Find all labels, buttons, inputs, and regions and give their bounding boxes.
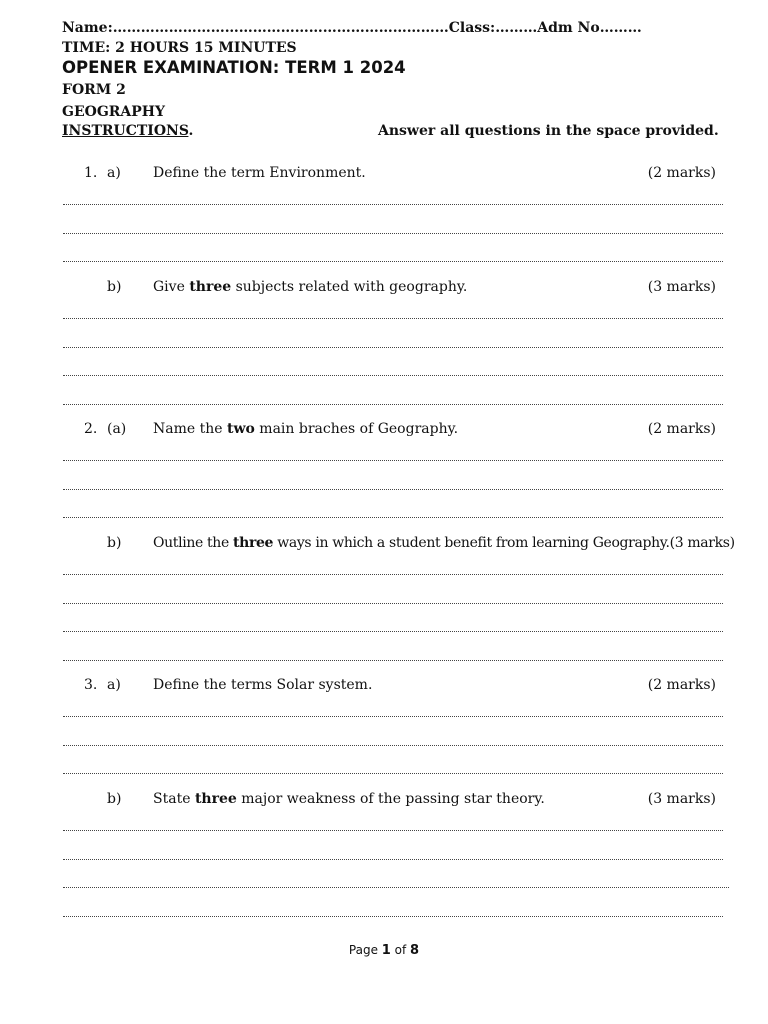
question-part: b) bbox=[107, 279, 122, 295]
name-class-adm-line: Name:………………………………………………………………Class:………Adm No……… bbox=[62, 20, 642, 36]
answer-line[interactable] bbox=[63, 916, 723, 917]
question-marks: (2 marks) bbox=[647, 165, 716, 181]
answer-line[interactable] bbox=[63, 261, 723, 262]
answer-line[interactable] bbox=[63, 745, 723, 746]
question-text bbox=[153, 278, 467, 296]
page-label: Page bbox=[348, 943, 382, 957]
question-marks: (3 marks) bbox=[647, 279, 716, 295]
question-text-pre: State bbox=[153, 791, 195, 807]
exam-duration: TIME: 2 HOURS 15 MINUTES bbox=[62, 40, 297, 56]
instructions-label: INSTRUCTIONS bbox=[62, 123, 189, 139]
question-text-pre: Name the bbox=[153, 421, 227, 437]
answer-line[interactable] bbox=[63, 887, 729, 888]
question-number: 1. bbox=[84, 165, 98, 181]
question-text-emphasis: three bbox=[189, 279, 232, 295]
current-page-number: 1 bbox=[381, 943, 391, 958]
answer-line[interactable] bbox=[63, 859, 723, 860]
answer-line[interactable] bbox=[63, 517, 723, 518]
answer-line[interactable] bbox=[63, 574, 723, 575]
question-text-pre: Define the term Environment. bbox=[153, 165, 366, 181]
answer-line[interactable] bbox=[63, 460, 723, 461]
question-part: a) bbox=[107, 677, 121, 693]
question-text bbox=[153, 790, 545, 808]
answer-line[interactable] bbox=[63, 716, 723, 717]
answer-line[interactable] bbox=[63, 660, 723, 661]
page-footer bbox=[0, 942, 768, 959]
answer-line[interactable] bbox=[63, 489, 723, 490]
question-marks: (2 marks) bbox=[647, 421, 716, 437]
answer-line[interactable] bbox=[63, 631, 723, 632]
question-marks: (3 marks) bbox=[647, 791, 716, 807]
question-text-post: ways in which a student benefit from learning Geography. bbox=[273, 535, 670, 551]
answer-line[interactable] bbox=[63, 603, 723, 604]
question-part: a) bbox=[107, 165, 121, 181]
question-text-pre: Define the terms Solar system. bbox=[153, 677, 373, 693]
form-level: FORM 2 bbox=[62, 82, 126, 98]
question-text-pre: Outline the bbox=[153, 535, 234, 551]
question-number: 3. bbox=[84, 677, 98, 693]
question-text-post: subjects related with geography. bbox=[231, 279, 468, 295]
subject-title: GEOGRAPHY bbox=[62, 104, 166, 120]
question-text bbox=[153, 534, 735, 552]
answer-line[interactable] bbox=[63, 347, 723, 348]
question-text-post: major weakness of the passing star theory. bbox=[236, 791, 545, 807]
answer-line[interactable] bbox=[63, 233, 723, 234]
question-part: (a) bbox=[107, 421, 127, 437]
answer-line[interactable] bbox=[63, 318, 723, 319]
question-marks: (2 marks) bbox=[647, 677, 716, 693]
answer-line[interactable] bbox=[63, 773, 723, 774]
question-part: b) bbox=[107, 791, 122, 807]
instructions-punct: . bbox=[188, 123, 194, 139]
question-number: 2. bbox=[84, 421, 98, 437]
question-text bbox=[153, 676, 372, 694]
answer-line[interactable] bbox=[63, 830, 723, 831]
instructions-text: Answer all questions in the space provided. bbox=[378, 123, 719, 139]
answer-line[interactable] bbox=[63, 204, 723, 205]
question-text-pre: Give bbox=[153, 279, 190, 295]
page-of-label: of bbox=[390, 943, 411, 957]
answer-line[interactable] bbox=[63, 404, 723, 405]
answer-line[interactable] bbox=[63, 375, 723, 376]
exam-title: OPENER EXAMINATION: TERM 1 2024 bbox=[62, 58, 406, 77]
total-page-count: 8 bbox=[410, 943, 420, 958]
question-text bbox=[153, 164, 366, 182]
question-marks: (3 marks) bbox=[669, 535, 735, 551]
question-text-emphasis: three bbox=[233, 535, 274, 551]
question-part: b) bbox=[107, 535, 122, 551]
question-text bbox=[153, 420, 458, 438]
instructions-heading bbox=[62, 122, 193, 140]
question-text-emphasis: two bbox=[227, 421, 255, 437]
question-text-emphasis: three bbox=[194, 791, 237, 807]
question-text-post: main braches of Geography. bbox=[254, 421, 459, 437]
